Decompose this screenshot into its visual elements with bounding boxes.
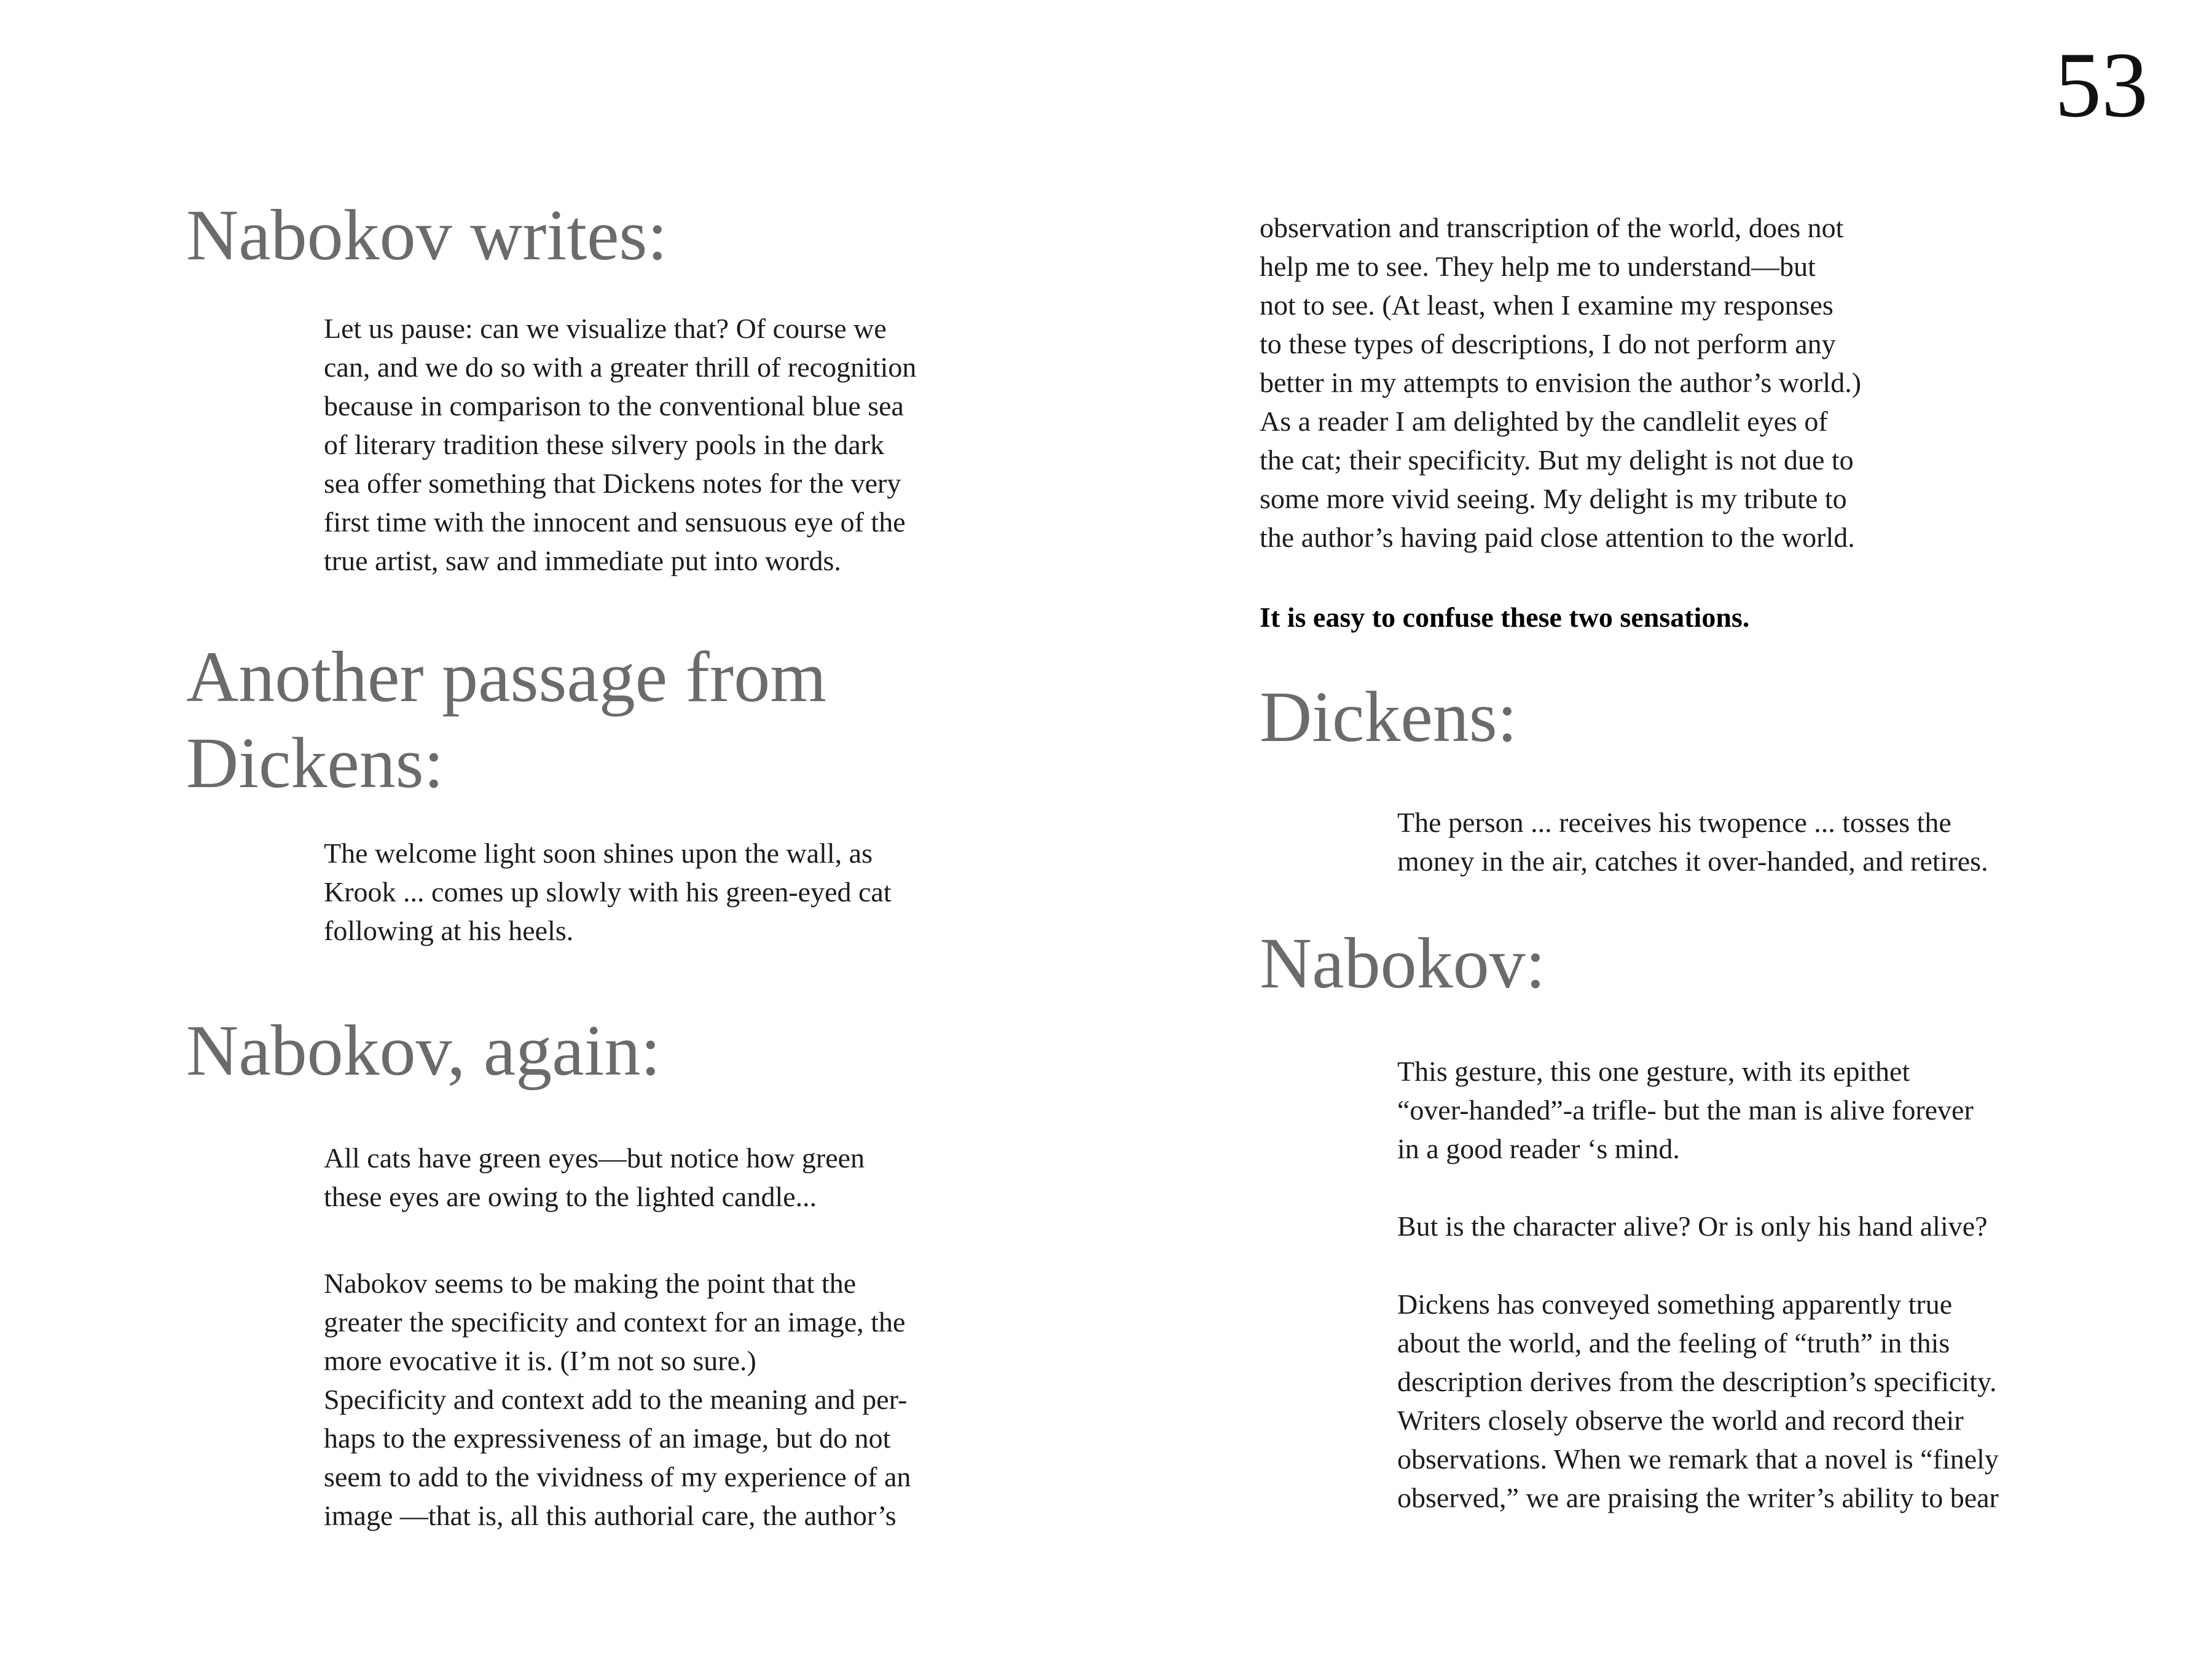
text-line: The person ... receives his twopence ... tosses the <box>1397 807 1951 838</box>
text-line: the cat; their specificity. But my delight is not due to <box>1260 444 1854 476</box>
text-line: true artist, saw and immediate put into words. <box>324 545 841 576</box>
text-line: these eyes are owing to the lighted candle... <box>324 1181 817 1212</box>
page-number: 53 <box>2055 33 2148 136</box>
paragraph-character-alive: But is the character alive? Or is only his hand alive? <box>1397 1210 1988 1242</box>
text-line: haps to the expressiveness of an image, but do not <box>324 1422 891 1454</box>
text-line: “over-handed”-a trifle- but the man is alive forever <box>1397 1094 1974 1126</box>
text-line: of literary tradition these silvery pools in the dark <box>324 429 885 460</box>
text-line: the author’s having paid close attention to the world. <box>1260 522 1855 553</box>
text-line: Krook ... comes up slowly with his green-eyed cat <box>324 876 892 908</box>
text-line: observations. When we remark that a novel is “finely <box>1397 1443 1999 1475</box>
paragraph-dickens-conveyed <box>1397 1285 1999 1517</box>
text-line: about the world, and the feeling of “truth” in this <box>1397 1327 1950 1359</box>
emphasis-easy-to-confuse: It is easy to confuse these two sensations. <box>1260 602 1750 633</box>
quote-dickens-twopence <box>1397 803 1988 880</box>
text-line: sea offer something that Dickens notes for the very <box>324 468 901 499</box>
paragraph-observation <box>1260 208 1861 557</box>
text-line: description derives from the description’s specificity. <box>1397 1366 1997 1397</box>
text-line: Specificity and context add to the meaning and per- <box>324 1384 908 1415</box>
heading-dickens: Dickens: <box>1260 677 1518 757</box>
text-line: because in comparison to the conventional blue sea <box>324 390 904 422</box>
text-line: observed,” we are praising the writer’s ability to bear <box>1397 1482 1999 1513</box>
text-line: money in the air, catches it over-handed, and retires. <box>1397 845 1988 877</box>
heading-line: Another passage from <box>186 637 827 717</box>
text-line: As a reader I am delighted by the candlelit eyes of <box>1260 406 1828 437</box>
text-line: first time with the innocent and sensuous eye of the <box>324 506 906 538</box>
text-line: better in my attempts to envision the author’s world.) <box>1260 367 1862 398</box>
text-line: more evocative it is. (I’m not so sure.) <box>324 1345 756 1376</box>
quote-nabokov-writes <box>324 309 916 580</box>
text-line: Let us pause: can we visualize that? Of course we <box>324 313 887 344</box>
text-line: following at his heels. <box>324 915 574 946</box>
text-line: observation and transcription of the world, does not <box>1260 212 1844 243</box>
text-line: The welcome light soon shines upon the wall, as <box>324 837 873 869</box>
heading-nabokov-again: Nabokov, again: <box>186 1010 661 1091</box>
text-line: Nabokov seems to be making the point that the <box>324 1268 857 1299</box>
text-line: to these types of descriptions, I do not perform any <box>1260 328 1836 359</box>
text-line: in a good reader ‘s mind. <box>1397 1133 1680 1164</box>
text-line: All cats have green eyes—but notice how green <box>324 1142 865 1174</box>
text-line: some more vivid seeing. My delight is my tribute to <box>1260 483 1847 514</box>
text-line: seem to add to the vividness of my experience of an <box>324 1461 911 1492</box>
text-line: This gesture, this one gesture, with its epithet <box>1397 1056 1910 1087</box>
text-line: Dickens has conveyed something apparently true <box>1397 1288 1953 1320</box>
text-line: not to see. (At least, when I examine my responses <box>1260 289 1834 321</box>
quote-nabokov-gesture <box>1397 1052 1974 1168</box>
quote-cats-green-eyes <box>324 1139 865 1216</box>
text-line: can, and we do so with a greater thrill of recognition <box>324 351 917 383</box>
heading-line: Dickens: <box>186 723 444 803</box>
text-line: image —that is, all this authorial care, the author’s <box>324 1500 896 1531</box>
heading-nabokov: Nabokov: <box>1260 923 1546 1003</box>
heading-another-passage <box>186 634 826 806</box>
quote-dickens-welcome-light <box>324 834 892 950</box>
text-line: help me to see. They help me to understand—but <box>1260 251 1816 282</box>
text-line: greater the specificity and context for an image, the <box>324 1306 906 1338</box>
paragraph-nabokov-point <box>324 1264 911 1535</box>
text-line: Writers closely observe the world and record their <box>1397 1405 1964 1436</box>
heading-nabokov-writes: Nabokov writes: <box>186 195 668 275</box>
